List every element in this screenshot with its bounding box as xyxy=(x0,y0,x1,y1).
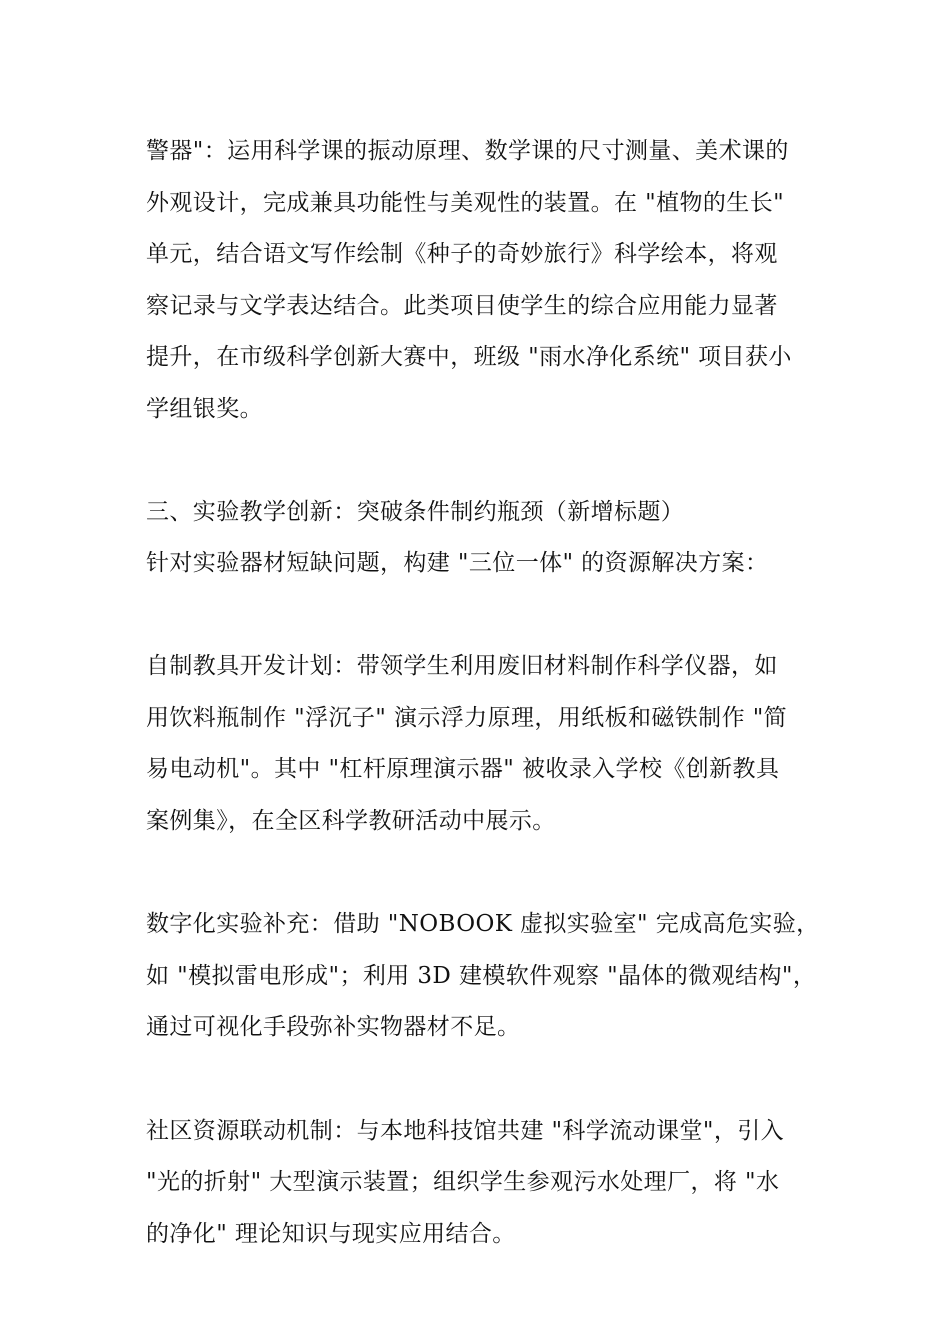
text-line: 警器"：运用科学课的振动原理、数学课的尺寸测量、美术课的 xyxy=(146,138,789,164)
paragraph-spacer xyxy=(146,1054,818,1106)
paragraph-spacer xyxy=(146,435,818,487)
text-line: 自制教具开发计划：带领学生利用废旧材料制作科学仪器，如 xyxy=(146,653,778,679)
paragraph-digital-experiments xyxy=(146,899,818,1054)
paragraph-self-made-teaching-aids xyxy=(146,641,818,847)
text-line: 通过可视化手段弥补实物器材不足。 xyxy=(146,1014,521,1040)
paragraph-community-resources xyxy=(146,1106,818,1261)
text-line: "光的折射" 大型演示装置；组织学生参观污水处理厂，将 "水 xyxy=(146,1169,780,1195)
text-line: 单元，结合语文写作绘制《种子的奇妙旅行》科学绘本，将观 xyxy=(146,241,778,267)
text-line: 用饮料瓶制作 "浮沉子" 演示浮力原理，用纸板和磁铁制作 "简 xyxy=(146,704,788,731)
text-line: 提升，在市级科学创新大赛中，班级 "雨水净化系统" 项目获小 xyxy=(146,344,792,370)
text-line: 数字化实验补充：借助 "NOBOOK 虚拟实验室" 完成高危实验， xyxy=(146,911,820,937)
text-line: 社区资源联动机制：与本地科技馆共建 "科学流动课堂"，引入 xyxy=(146,1117,785,1144)
paragraph-project-learning xyxy=(146,126,818,435)
text-line: 察记录与文学表达结合。此类项目使学生的综合应用能力显著 xyxy=(146,292,778,319)
section-heading: 三、实验教学创新：突破条件制约瓶颈（新增标题） xyxy=(146,499,685,525)
text-line: 的净化" 理论知识与现实应用结合。 xyxy=(146,1220,516,1247)
text-line: 外观设计，完成兼具功能性与美观性的装置。在 "植物的生长" xyxy=(146,189,785,216)
text-line: 学组银奖。 xyxy=(146,395,263,422)
text-line: 易电动机"。其中 "杠杆原理演示器" 被收录入学校《创新教具 xyxy=(146,756,780,782)
paragraph-spacer xyxy=(146,589,818,641)
text-line: 如 "模拟雷电形成"；利用 3D 建模软件观察 "晶体的微观结构"， xyxy=(146,962,817,989)
paragraph-spacer xyxy=(146,847,818,899)
document-page xyxy=(146,126,818,1260)
section-heading-block xyxy=(146,487,818,589)
section-intro: 针对实验器材短缺问题，构建 "三位一体" 的资源解决方案： xyxy=(146,550,769,576)
text-line: 案例集》，在全区科学教研活动中展示。 xyxy=(146,807,556,834)
